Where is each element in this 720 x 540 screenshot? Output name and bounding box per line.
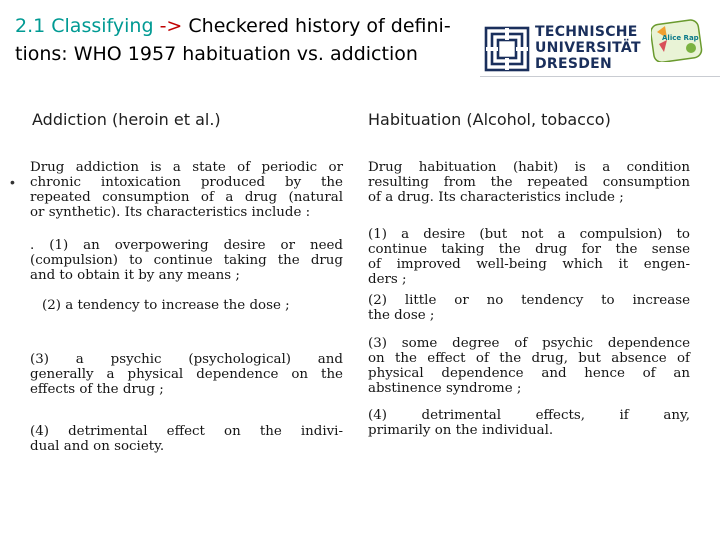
text-line: . (1) an overpowering desire or need	[30, 238, 343, 253]
text-line: of improved well-being which it engen-	[368, 257, 690, 272]
habituation-paragraph-1	[368, 227, 690, 287]
addiction-paragraph-2	[42, 298, 342, 313]
text-line: (2) little or no tendency to increase	[368, 293, 690, 308]
text-line: of a drug. Its characteristics include ;	[368, 190, 624, 205]
alice-rap-badge-icon	[651, 18, 703, 62]
text-line: (4) detrimental effects, if any,	[368, 408, 690, 423]
text-line: (compulsion) to continue taking the drug	[30, 253, 343, 268]
addiction-paragraph-definition	[30, 160, 343, 220]
addiction-paragraph-4	[30, 424, 343, 454]
text-line: and to obtain it by any means ;	[30, 268, 240, 283]
addiction-heading: Addiction (heroin et al.)	[32, 110, 221, 129]
university-name	[535, 24, 641, 72]
habituation-paragraph-4	[368, 408, 690, 438]
text-line: on the effect of the drug, but absence of	[368, 351, 690, 366]
text-line: continue taking the drug for the sense	[368, 242, 690, 257]
text-line: (2) a tendency to increase the dose ;	[42, 298, 290, 313]
text-line: (3) some degree of psychic dependence	[368, 336, 690, 351]
university-line-1: TECHNISCHE	[535, 24, 638, 40]
text-line: dual and on society.	[30, 439, 165, 454]
header-divider	[480, 76, 720, 77]
title-highlight: Classifying	[51, 15, 154, 37]
title-line-2: tions: WHO 1957 habituation vs. addiction	[15, 43, 418, 65]
text-line: generally a physical dependence on the	[30, 367, 343, 382]
text-line: repeated consumption of a drug (natural	[30, 190, 343, 205]
text-line: (3) a psychic (psychological) and	[30, 352, 343, 367]
text-line: Drug addiction is a state of periodic or	[30, 160, 343, 175]
habituation-heading: Habituation (Alcohol, tobacco)	[368, 110, 611, 129]
title-number: 2.1	[15, 15, 46, 37]
tud-emblem-icon	[484, 26, 530, 72]
university-line-3: DRESDEN	[535, 56, 613, 72]
university-line-2: UNIVERSITÄT	[535, 40, 641, 56]
text-line: (1) a desire (but not a compulsion) to	[368, 227, 690, 242]
addiction-paragraph-1	[30, 238, 343, 283]
habituation-paragraph-3	[368, 336, 690, 396]
text-line: or synthetic). Its characteristics include :	[30, 205, 311, 220]
habituation-paragraph-definition	[368, 160, 690, 205]
alice-rap-label: Alice Rap	[662, 34, 699, 42]
text-line: abstinence syndrome ;	[368, 381, 522, 396]
text-line: effects of the drug ;	[30, 382, 164, 397]
text-line: (4) detrimental effect on the indivi-	[30, 424, 343, 439]
title-arrow: ->	[159, 15, 183, 37]
university-logo	[480, 14, 640, 78]
text-line: physical dependence and hence of an	[368, 366, 690, 381]
text-line: the dose ;	[368, 308, 435, 323]
text-line: primarily on the individual.	[368, 423, 554, 438]
text-line: ders ;	[368, 272, 407, 287]
addiction-paragraph-3	[30, 352, 343, 397]
text-line: Drug habituation (habit) is a condition	[368, 160, 690, 175]
title-line-1	[15, 12, 470, 40]
title-line-1-rest: Checkered history of defini-	[188, 15, 451, 37]
habituation-paragraph-2	[368, 293, 690, 323]
slide-title	[15, 12, 470, 68]
text-line: resulting from the repeated consumption	[368, 175, 690, 190]
text-line: chronic intoxication produced by the	[30, 175, 343, 190]
bullet-marker: •	[10, 174, 15, 190]
